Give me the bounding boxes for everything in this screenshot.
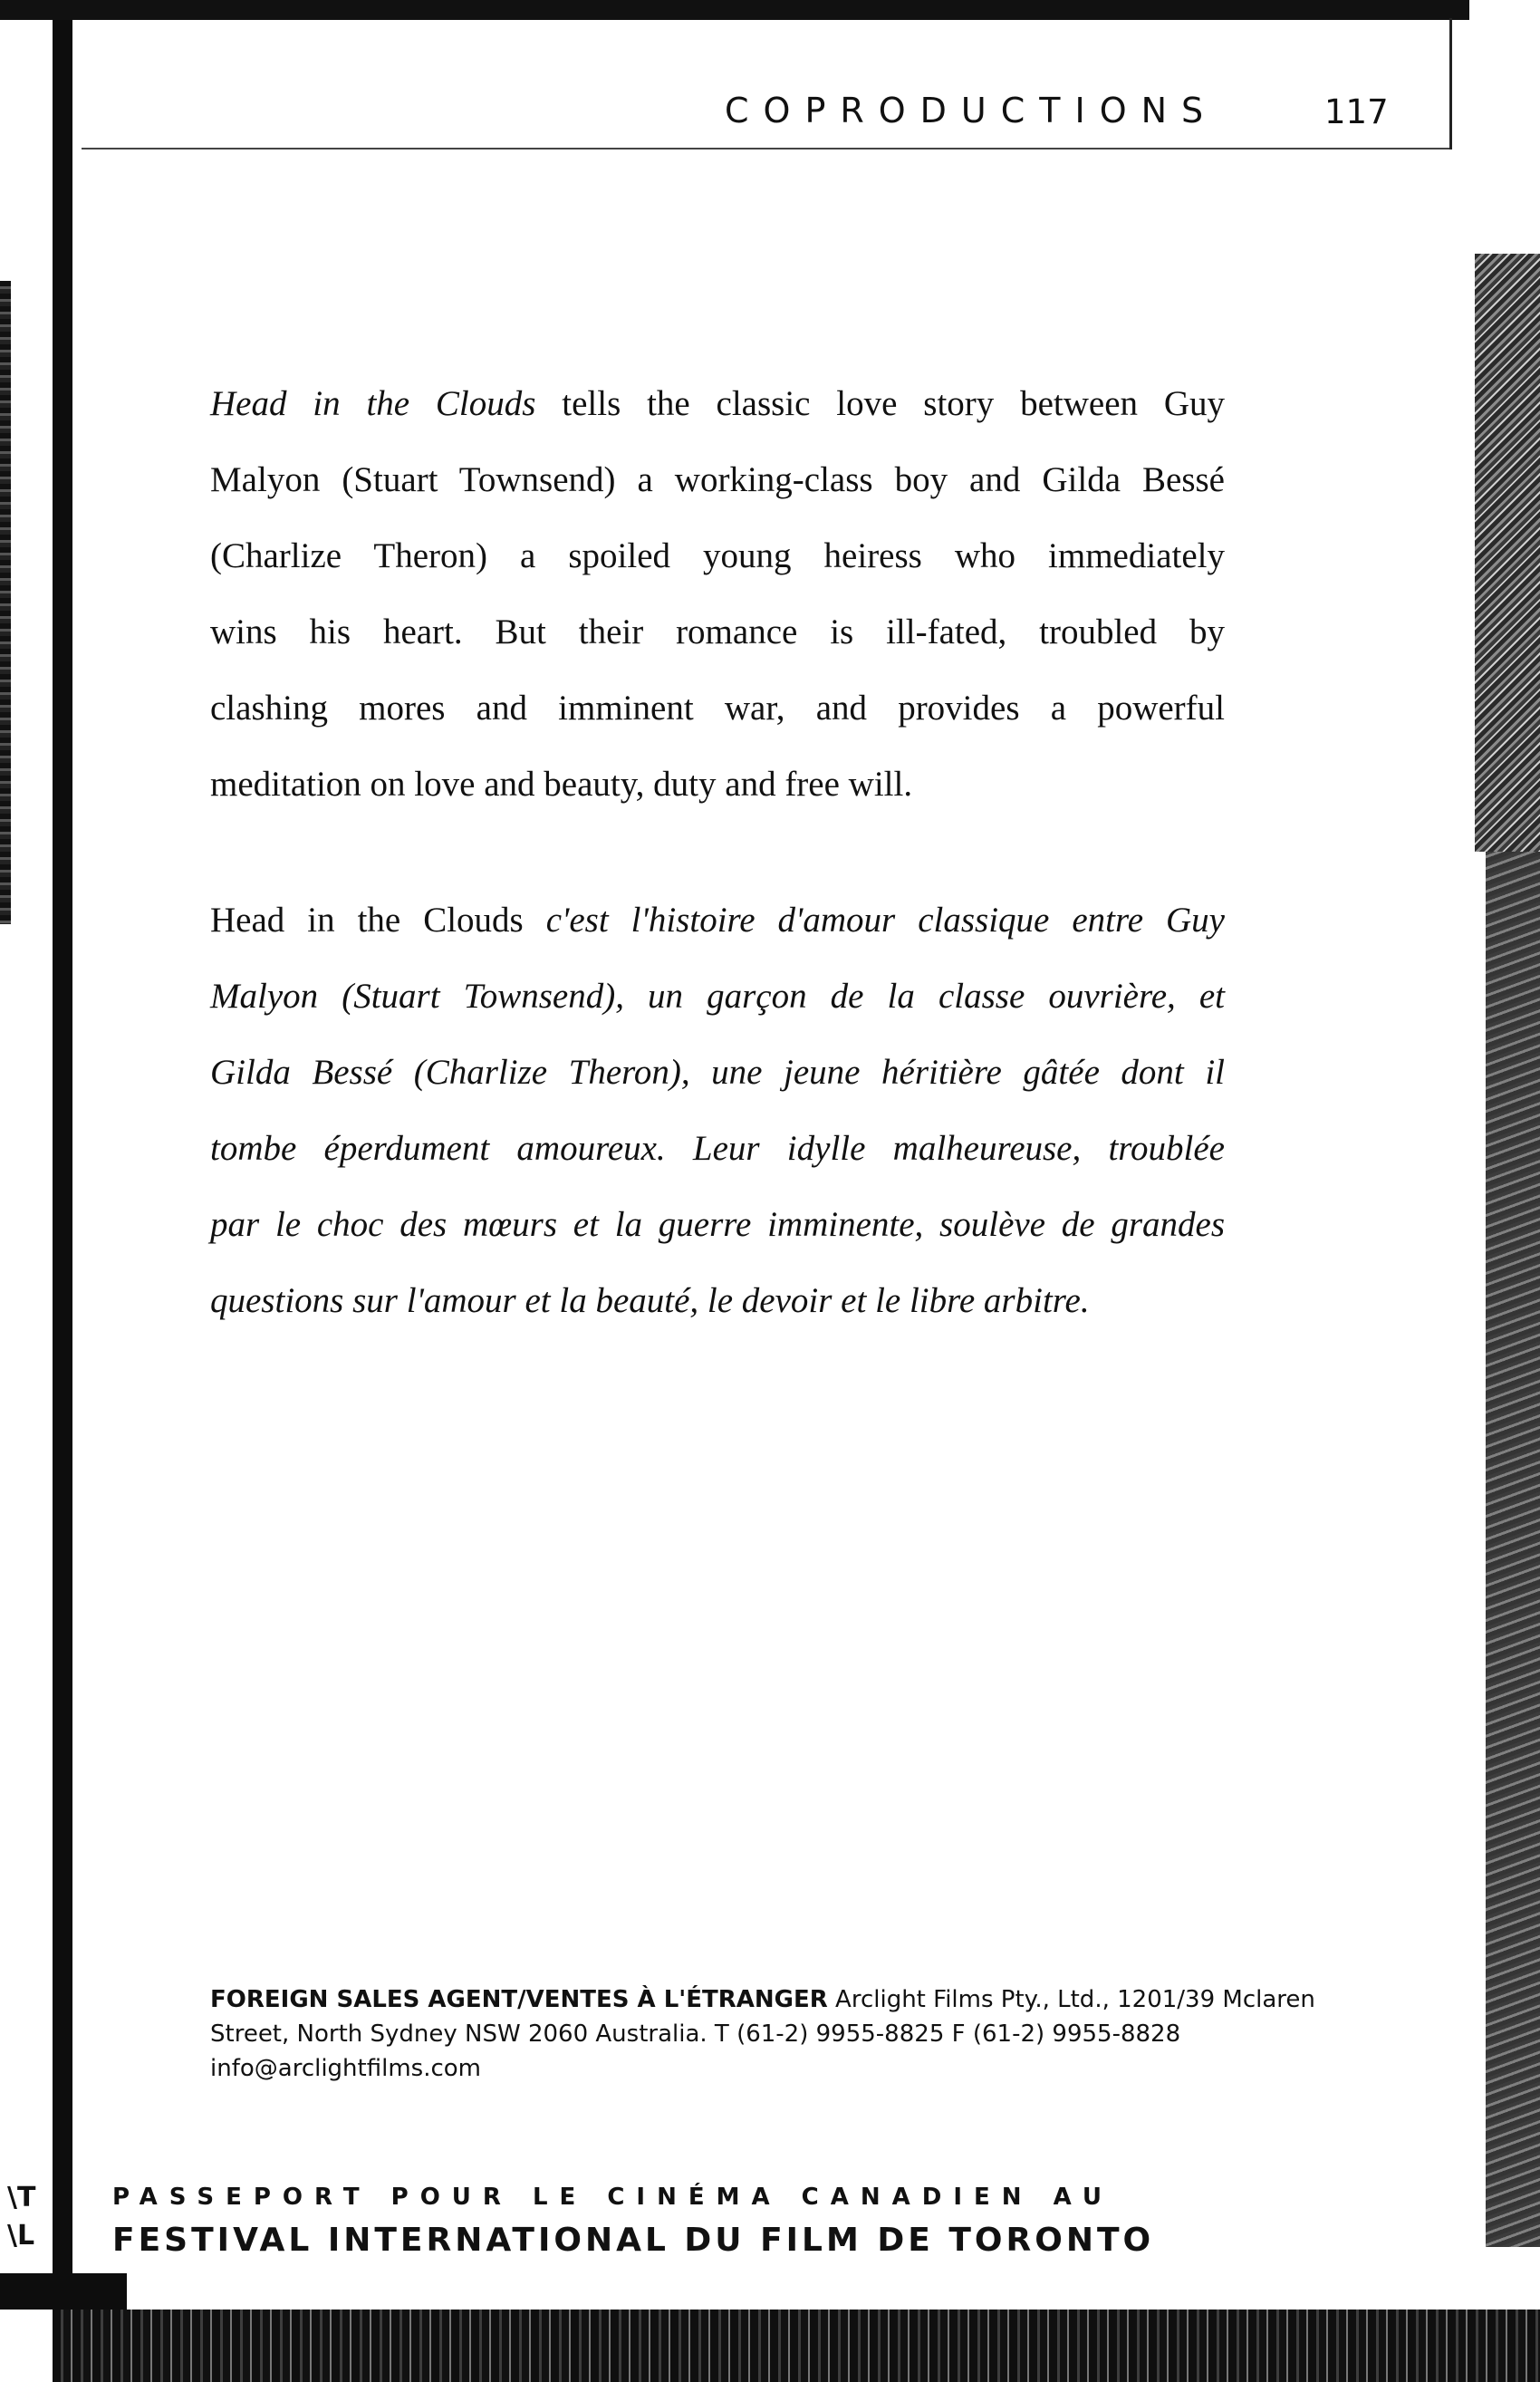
header-rule bbox=[82, 148, 1449, 149]
synopsis-line: tombe éperdument amoureux. Leur idylle malheureuse, troublée bbox=[210, 1129, 1225, 1168]
synopsis-french bbox=[210, 882, 1225, 1339]
margin-fragment: \T bbox=[7, 2182, 36, 2213]
synopsis-line: questions sur l'amour et la beauté, le devoir et le libre arbitre. bbox=[210, 1281, 1090, 1320]
scan-right-rule bbox=[1449, 18, 1452, 149]
footer-passport-line: PASSEPORT POUR LE CINÉMA CANADIEN AU bbox=[112, 2184, 1114, 2211]
synopsis-line: (Charlize Theron) a spoiled young heiress who immediately bbox=[210, 536, 1225, 575]
scan-top-edge bbox=[0, 0, 1540, 20]
film-title: Head in the Clouds bbox=[210, 384, 536, 423]
synopsis-line: wins his heart. But their romance is ill-fated, troubled by bbox=[210, 612, 1225, 651]
synopsis-line: par le choc des mœurs et la guerre imminente, soulève de grandes bbox=[210, 1205, 1225, 1244]
running-head: COPRODUCTIONS bbox=[725, 91, 1218, 130]
synopsis-line: Gilda Bessé (Charlize Theron), une jeune héritière gâtée dont il bbox=[210, 1053, 1225, 1092]
sales-agent-block bbox=[210, 1982, 1315, 2086]
synopsis-text: c'est l'histoire d'amour classique entre Guy bbox=[523, 901, 1225, 940]
synopsis-line: Malyon (Stuart Townsend) a working-class boy and Gilda Bessé bbox=[210, 460, 1225, 499]
synopsis-line: meditation on love and beauty, duty and free will. bbox=[210, 765, 913, 804]
page-number: 117 bbox=[1324, 92, 1389, 131]
sales-label: FOREIGN SALES AGENT/VENTES À L'ÉTRANGER bbox=[210, 1986, 828, 2013]
scan-bottom-edge bbox=[53, 2310, 1540, 2382]
footer-festival-line: FESTIVAL INTERNATIONAL DU FILM DE TORONTO bbox=[112, 2222, 1155, 2259]
scan-right-texture bbox=[1475, 254, 1540, 852]
scan-left-tab bbox=[0, 281, 11, 924]
margin-fragment: \L bbox=[7, 2220, 35, 2252]
synopsis-text: tells the classic love story between Guy bbox=[535, 384, 1225, 423]
synopsis-line bbox=[210, 882, 1225, 959]
sales-address: Arclight Films Pty., Ltd., 1201/39 Mclaren bbox=[827, 1986, 1315, 2013]
synopsis-english bbox=[210, 366, 1225, 823]
synopsis-line bbox=[210, 366, 1225, 442]
sales-email: info@arclightfilms.com bbox=[210, 2055, 481, 2082]
synopsis-line: clashing mores and imminent war, and provides a powerful bbox=[210, 689, 1225, 728]
scan-right-texture-lower bbox=[1486, 852, 1540, 2247]
sales-line: Street, North Sydney NSW 2060 Australia. T (61-2) 9955-8825 F (61-2) 9955-8828 bbox=[210, 2020, 1181, 2048]
book-spine-shadow bbox=[53, 0, 72, 2382]
synopsis-line: Malyon (Stuart Townsend), un garçon de la classe ouvrière, et bbox=[210, 977, 1225, 1016]
sales-line bbox=[210, 1982, 1315, 2017]
scan-bottom-band bbox=[0, 2273, 127, 2310]
film-title: Head in the Clouds bbox=[210, 901, 524, 940]
